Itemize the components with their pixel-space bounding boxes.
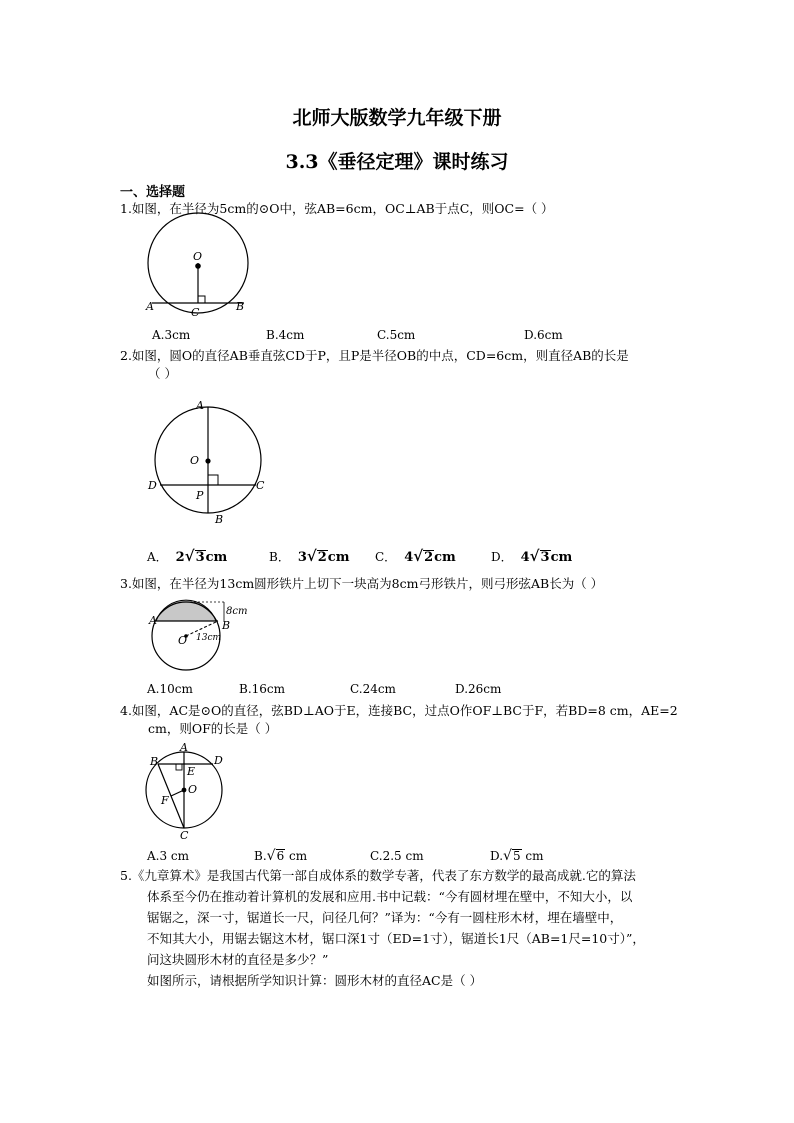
question-5-line-6: 如图所示，请根据所学知识计算：圆形木材的直径AC是（ ） (147, 973, 483, 988)
question-4-text-cont: cm，则OF的长是（ ） (148, 721, 278, 736)
fig1-label-b: B (236, 300, 245, 313)
question-1-figure (140, 220, 260, 320)
fig4-label-d: D (214, 754, 223, 767)
question-4-text: 4.如图，AC是⊙O的直径，弦BD⊥AO于E，连接BC，过点O作OF⊥BC于F，若BD=8 cm，AE=2 (120, 703, 678, 718)
section-heading: 一、选择题 (120, 185, 186, 200)
fig3-label-a: A (149, 614, 157, 627)
question-2-figure (144, 393, 274, 528)
q2-option-c: C． 4√2cm (375, 547, 456, 565)
q4-option-a: A.3 cm (147, 849, 190, 863)
question-2-paren: （ ） (148, 366, 177, 381)
question-5-line-4: 不知其大小，用锯去锯这木材，锯口深1寸（ED=1寸），锯道长1尺（AB=1尺=10寸）”， (147, 931, 645, 946)
fig3-label-o: O (178, 634, 188, 647)
fig1-label-o: O (193, 250, 203, 263)
q3-option-d: D.26cm (455, 682, 502, 696)
fig4-label-f: F (161, 794, 169, 807)
q1-option-c: C.5cm (377, 328, 416, 342)
q2-option-d: D． 4√3cm (491, 547, 573, 565)
q3-option-b: B.16cm (239, 682, 286, 696)
fig2-label-a: A (196, 399, 204, 412)
question-3-figure (146, 594, 256, 674)
question-5-line-5: 问这块圆形木材的直径是多少？” (147, 952, 329, 967)
q1-option-a: A.3cm (152, 328, 191, 342)
page-subtitle: 3.3《垂径定理》课时练习 (285, 151, 509, 173)
question-3-text: 3.如图，在半径为13cm圆形铁片上切下一块高为8cm弓形铁片，则弓形弦AB长为（ ） (120, 576, 604, 591)
fig3-label-8cm: 8cm (226, 606, 248, 617)
fig2-label-c: C (256, 479, 265, 492)
page-title: 北师大版数学九年级下册 (292, 107, 502, 129)
fig3-label-13cm: 13cm (196, 633, 222, 643)
q1-option-b: B.4cm (266, 328, 305, 342)
question-2-text: 2.如图，圆O的直径AB垂直弦CD于P，且P是半径OB的中点，CD=6cm，则直径AB的长是 (120, 348, 629, 363)
fig4-label-a: A (180, 741, 188, 754)
fig4-label-e: E (187, 765, 196, 778)
q2-option-b: B． 3√2cm (269, 547, 350, 565)
question-4-figure (140, 742, 240, 842)
fig1-label-c: C (191, 306, 200, 319)
fig2-label-p: P (196, 489, 204, 502)
fig4-label-c: C (180, 829, 189, 842)
fig1-label-a: A (146, 300, 154, 313)
question-5-line-1: 5.《九章算术》是我国古代第一部自成体系的数学专著，代表了东方数学的最高成就.它的算法 (120, 868, 636, 883)
fig4-label-o: O (188, 783, 198, 796)
q4-option-b: B.√6 cm (254, 848, 308, 864)
q1-option-d: D.6cm (524, 328, 563, 342)
fig2-label-d: D (148, 479, 157, 492)
question-5-line-2: 体系至今仍在推动着计算机的发展和应用.书中记载：“今有圆材埋在壁中，不知大小，以 (147, 889, 633, 904)
fig2-label-b: B (215, 513, 224, 526)
question-5-line-3: 锯锯之，深一寸，锯道长一尺，问径几何？”译为：“今有一圆柱形木材，埋在墙壁中， (147, 910, 623, 925)
question-1-text: 1.如图，在半径为5cm的⊙O中，弦AB=6cm，OC⊥AB于点C，则OC=（ ） (120, 201, 554, 216)
q4-option-c: C.2.5 cm (370, 849, 424, 863)
q2-option-a: A． 2√3cm (147, 547, 228, 565)
fig2-label-o: O (190, 454, 200, 467)
q4-option-d: D.√5 cm (490, 848, 544, 864)
fig3-label-b: B (222, 619, 231, 632)
q3-option-c: C.24cm (350, 682, 396, 696)
q3-option-a: A.10cm (147, 682, 193, 696)
fig4-label-b: B (150, 755, 159, 768)
